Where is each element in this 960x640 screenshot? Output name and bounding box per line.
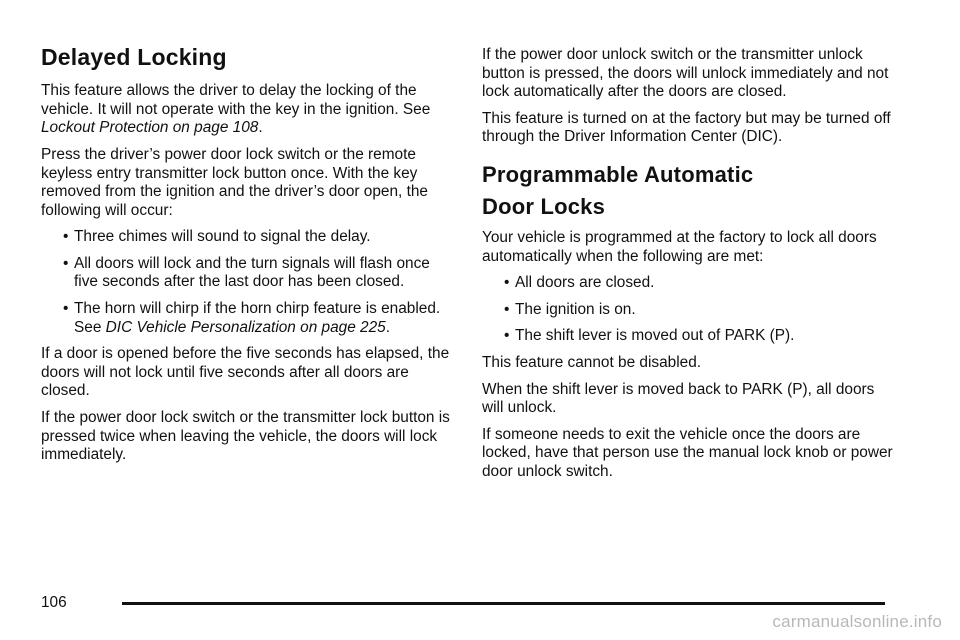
section-heading-programmable-locks	[482, 159, 897, 223]
paragraph-factory-setting: This feature is turned on at the factory but may be turned off through the Driver Information Center (DIC).	[482, 109, 891, 146]
heading-line-1: Programmable Automatic	[482, 161, 754, 187]
paragraph-intro-end: .	[258, 119, 263, 137]
list-item	[41, 255, 451, 292]
bullet-list-delay-effects	[41, 228, 451, 337]
bullet-icon: •	[63, 300, 69, 318]
list-item	[41, 228, 451, 247]
list-item-text: The shift lever is moved out of PARK (P).	[515, 327, 795, 345]
paragraph-intro-text: This feature allows the driver to delay the locking of the vehicle. It will not operate with the key in the ignition. See	[41, 82, 431, 118]
list-item	[41, 300, 451, 337]
bullet-icon: •	[63, 228, 69, 246]
bullet-list-conditions	[482, 274, 897, 346]
right-column	[482, 46, 897, 490]
list-item-text: The horn will chirp if the horn chirp feature is enabled. See	[74, 300, 441, 336]
list-item	[482, 274, 897, 293]
list-item-end: .	[385, 318, 391, 336]
watermark-text: carmanualsonline.info	[772, 612, 942, 631]
paragraph-unlock-switch: If the power door unlock switch or the transmitter unlock button is pressed, the doors will unlock immediately and not lock automatically after the doors are closed.	[482, 46, 889, 101]
paragraph-exit-vehicle: If someone needs to exit the vehicle once the doors are locked, have that person use the manual lock knob or power door unlock switch.	[482, 425, 893, 480]
left-column	[41, 44, 451, 473]
bullet-icon: •	[63, 254, 69, 272]
bullet-icon: •	[504, 274, 510, 292]
list-item-text: Three chimes will sound to signal the delay.	[74, 228, 371, 246]
bullet-icon: •	[504, 300, 510, 318]
section-heading-delayed-locking: Delayed Locking	[41, 44, 227, 70]
paragraph-press-switch: Press the driver’s power door lock switch or the remote keyless entry transmitter lock button once. With the key removed from the ignition and the driver’s door open, the following will occur:	[41, 145, 428, 219]
bullet-icon: •	[504, 327, 510, 345]
list-item-text: All doors will lock and the turn signals will flash once five seconds after the last door has been closed.	[74, 254, 430, 291]
list-item-text: All doors are closed.	[515, 274, 655, 292]
list-item-text: The ignition is on.	[515, 300, 636, 318]
cross-reference-lockout-protection: Lockout Protection on page 108	[41, 119, 259, 137]
page-number: 106	[41, 594, 67, 611]
cross-reference-dic-personalization: DIC Vehicle Personalization on page 225	[105, 318, 386, 336]
paragraph-door-opened: If a door is opened before the five seconds has elapsed, the doors will not lock until five seconds after all doors are closed.	[41, 345, 450, 400]
paragraph-pressed-twice: If the power door lock switch or the transmitter lock button is pressed twice when leaving the vehicle, the doors will lock immediately.	[41, 409, 450, 464]
heading-line-2: Door Locks	[482, 193, 606, 219]
list-item	[482, 301, 897, 320]
paragraph-intro	[41, 82, 451, 138]
paragraph-cannot-disable: This feature cannot be disabled.	[482, 353, 702, 371]
paragraph-park-unlock: When the shift lever is moved back to PARK (P), all doors will unlock.	[482, 380, 875, 417]
footer-divider	[122, 602, 885, 605]
paragraph-programmed: Your vehicle is programmed at the factory to lock all doors automatically when the following are met:	[482, 228, 877, 265]
list-item	[482, 327, 897, 346]
